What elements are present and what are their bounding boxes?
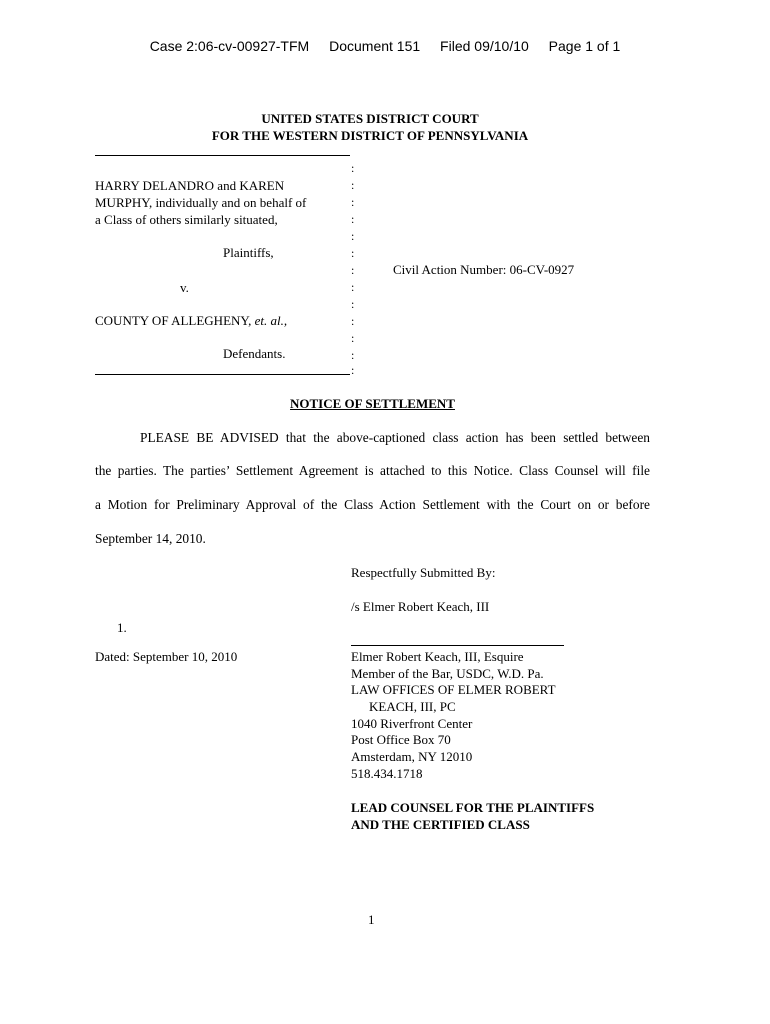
defendants-label: Defendants. — [223, 346, 286, 361]
versus: v. — [180, 280, 189, 295]
page-count: Page 1 of 1 — [548, 38, 621, 54]
court-district: FOR THE WESTERN DISTRICT OF PENNSYLVANIA — [211, 128, 529, 143]
respectfully-submitted: Respectfully Submitted By: — [351, 565, 496, 580]
caption-separator: : — [351, 314, 355, 328]
notice-body-line3: a Motion for Preliminary Approval of the Class Action Settlement with the Court on or before — [95, 497, 650, 512]
plaintiffs-names-line3: a Class of others similarly situated, — [95, 212, 278, 227]
caption-separator: : — [351, 263, 355, 277]
case-number: Case 2:06-cv-00927-TFM — [149, 38, 310, 54]
civil-action-number: Civil Action Number: 06-CV-0927 — [393, 262, 575, 277]
address-line3: Amsterdam, NY 12010 — [351, 749, 473, 764]
caption-separator: : — [351, 178, 355, 192]
document-number: Document 151 — [329, 38, 421, 54]
caption-separator: : — [351, 331, 355, 345]
law-firm-line2: KEACH, III, PC — [369, 699, 456, 714]
notice-body-line1: PLEASE BE ADVISED that the above-captioned class action has been settled between — [140, 430, 650, 445]
notice-body-line4: September 14, 2010. — [95, 531, 206, 546]
caption-top-rule — [95, 155, 350, 156]
page-number: 1 — [368, 912, 375, 927]
caption-separator: : — [351, 246, 355, 260]
caption-bottom-rule — [95, 374, 350, 375]
plaintiffs-names-line2: MURPHY, individually and on behalf of — [95, 195, 307, 210]
lead-counsel-line1: LEAD COUNSEL FOR THE PLAINTIFFS — [351, 800, 595, 815]
plaintiffs-names-line1: HARRY DELANDRO and KAREN — [95, 178, 285, 193]
signature-line — [351, 645, 564, 646]
attorney-name: Elmer Robert Keach, III, Esquire — [351, 649, 524, 664]
caption-separator: : — [351, 195, 355, 209]
caption-separator: : — [351, 212, 355, 226]
lead-counsel-line2: AND THE CERTIFIED CLASS — [351, 817, 530, 832]
caption-separator: : — [351, 229, 355, 243]
address-line2: Post Office Box 70 — [351, 732, 451, 747]
phone-number: 518.434.1718 — [351, 766, 423, 781]
filed-date: Filed 09/10/10 — [440, 38, 529, 54]
list-number: 1. — [117, 620, 127, 635]
caption-separator: : — [351, 280, 355, 294]
court-name: UNITED STATES DISTRICT COURT — [261, 111, 479, 126]
electronic-signature: /s Elmer Robert Keach, III — [351, 599, 490, 614]
bar-membership: Member of the Bar, USDC, W.D. Pa. — [351, 666, 544, 681]
caption-separator: : — [351, 363, 355, 377]
caption-separator: : — [351, 348, 355, 362]
caption-separator: : — [351, 161, 355, 175]
notice-title: NOTICE OF SETTLEMENT — [290, 396, 455, 411]
address-line1: 1040 Riverfront Center — [351, 716, 473, 731]
defendant-et-al: et. al., — [254, 313, 288, 328]
defendant-county: COUNTY OF ALLEGHENY, — [95, 313, 252, 328]
ecf-header-stamp — [0, 38, 770, 54]
caption-separator: : — [351, 297, 355, 311]
law-firm-line1: LAW OFFICES OF ELMER ROBERT — [351, 682, 556, 697]
defendant-name — [95, 313, 287, 329]
notice-body-line2: the parties. The parties’ Settlement Agreement is attached to this Notice. Class Counsel will file — [95, 463, 650, 478]
dated-line: Dated: September 10, 2010 — [95, 649, 238, 664]
plaintiffs-label: Plaintiffs, — [223, 245, 274, 260]
